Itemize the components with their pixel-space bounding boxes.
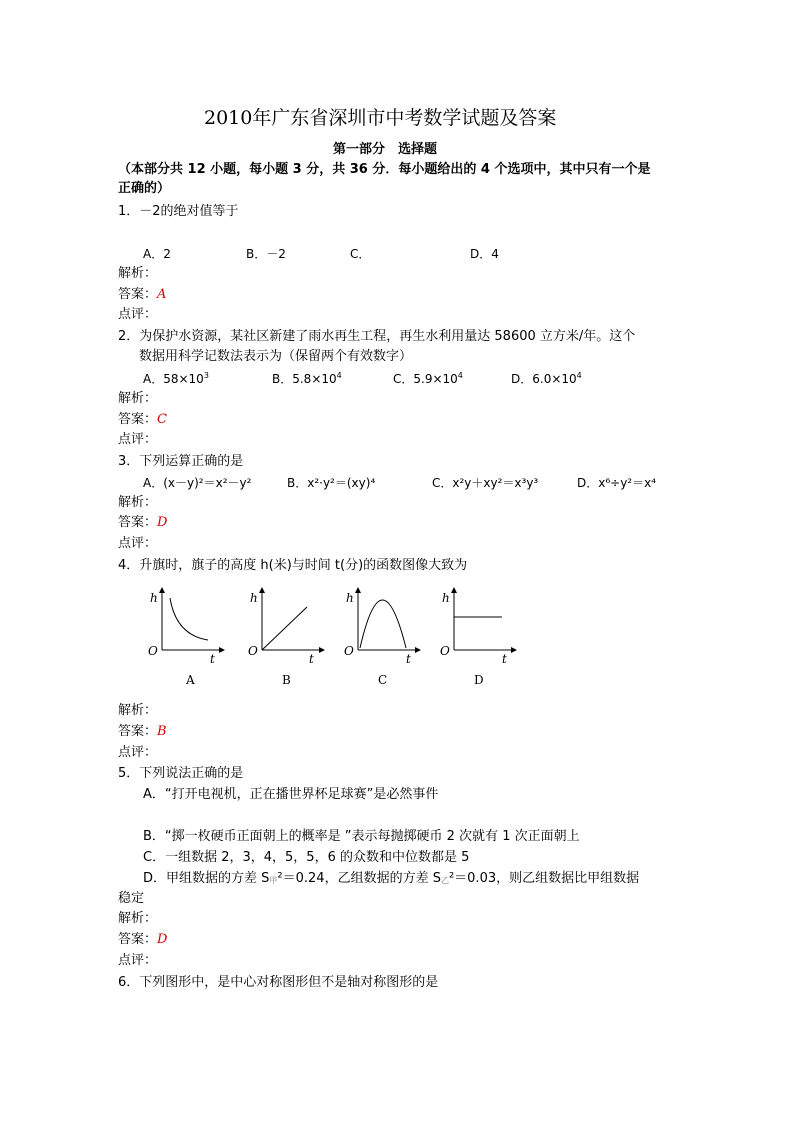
- q1-answer-row: [118, 287, 166, 303]
- graph-b-y-label: h: [250, 591, 258, 605]
- q2-answer-value: C: [157, 412, 167, 427]
- graph-b-origin: O: [248, 644, 258, 658]
- q1-stem: 1．－2的绝对值等于: [118, 204, 239, 219]
- q5-analysis-label: 解析：: [118, 911, 158, 926]
- q3-stem: 3．下列运算正确的是: [118, 454, 244, 469]
- q4-answer-row: [118, 724, 167, 740]
- q5-option-d: D．甲组数据的方差 $S_甲^2=0.24$，乙组数据的方差 $S_乙^2=0.03$，则乙组数据比甲组数据: [143, 871, 640, 886]
- q3-option-a: A．(x－y)²＝x²－y²: [143, 476, 252, 490]
- q1-option-d: D．4: [470, 247, 499, 261]
- q6-stem: 6．下列图形中，是中心对称图形但不是轴对称图形的是: [118, 975, 439, 990]
- graph-c-origin: O: [344, 644, 354, 658]
- graph-b: [248, 588, 324, 687]
- q3-analysis-label: 解析：: [118, 495, 158, 510]
- section-note-line1: （本部分共 12 小题，每小题 3 分，共 36 分．每小题给出的 4 个选项中，其中只有一个是: [118, 162, 651, 177]
- graph-c-x-label: t: [406, 652, 411, 666]
- q5-option-a: A．“打开电视机，正在播世界杯足球赛”是必然事件: [143, 787, 439, 802]
- q3-option-b: B．x²·y²＝(xy)⁴: [287, 476, 376, 490]
- graph-d-origin: O: [440, 644, 450, 658]
- q4-graphs: [140, 580, 540, 690]
- q3-answer-label: 答案：: [118, 515, 158, 530]
- q4-analysis-label: 解析：: [118, 703, 158, 718]
- q5-answer-value: D: [157, 932, 168, 947]
- graph-c-caption: C: [378, 673, 388, 687]
- q1-option-c: C．: [350, 247, 371, 261]
- section-note-line2: 正确的）: [118, 181, 171, 196]
- q2-analysis-label: 解析：: [118, 391, 158, 406]
- graph-a-caption: A: [186, 673, 195, 687]
- q3-option-c: C．x²y＋xy²＝x³y³: [432, 476, 539, 490]
- graph-c-curve: [360, 600, 406, 648]
- q1-answer-label: 答案：: [118, 287, 158, 302]
- q2-option-d: D．$6.0\times 10^4$: [511, 371, 582, 386]
- q2-stem-line1: 2．为保护水资源，某社区新建了雨水再生工程，再生水利用量达 58600 立方米/年。这个: [118, 329, 636, 344]
- graph-b-caption: B: [282, 673, 291, 687]
- graph-b-line: [262, 607, 307, 650]
- graph-d: [440, 588, 516, 687]
- q2-option-b: B．$5.8\times 10^4$: [272, 371, 342, 386]
- graph-a-origin: O: [148, 644, 158, 658]
- q5-option-b: B．“掷一枚硬币正面朝上的概率是 ”表示每抛掷硬币 2 次就有 1 次正面朝上: [143, 829, 580, 844]
- graph-d-y-label: h: [442, 591, 450, 605]
- q2-option-c: C．$5.9\times 10^4$: [393, 371, 463, 386]
- q1-answer-value: A: [157, 287, 167, 302]
- graph-a-y-label: h: [150, 591, 158, 605]
- q4-comment-label: 点评：: [118, 745, 158, 760]
- q5-stem: 5．下列说法正确的是: [118, 766, 244, 781]
- q2-answer-row: [118, 412, 167, 428]
- q2-comment-label: 点评：: [118, 432, 158, 447]
- q4-answer-label: 答案：: [118, 724, 158, 739]
- graph-c: [344, 588, 420, 687]
- graph-a-curve: [170, 598, 208, 640]
- q3-answer-value: D: [157, 515, 168, 530]
- q3-comment-label: 点评：: [118, 536, 158, 551]
- q4-answer-value: B: [157, 724, 167, 739]
- q2-option-a: A．$58\times 10^3$: [143, 371, 209, 386]
- q2-answer-label: 答案：: [118, 412, 158, 427]
- q1-comment-label: 点评：: [118, 307, 158, 322]
- q5-option-c: C．一组数据 2，3，4，5，5，6 的众数和中位数都是 5: [143, 850, 470, 865]
- graph-a-x-label: t: [210, 652, 215, 666]
- q3-answer-row: [118, 515, 167, 531]
- q4-stem: 4．升旗时，旗子的高度 h(米)与时间 t(分)的函数图像大致为: [118, 558, 468, 573]
- graph-c-y-label: h: [346, 591, 354, 605]
- q5-option-d-cont: 稳定: [118, 891, 145, 906]
- q2-stem-line2: 数据用科学记数法表示为（保留两个有效数字）: [139, 349, 413, 364]
- section-heading: 第一部分 选择题: [333, 142, 438, 157]
- graph-a: [148, 588, 224, 687]
- q1-analysis-label: 解析：: [118, 266, 158, 281]
- page-title: 2010年广东省深圳市中考数学试题及答案: [204, 107, 557, 129]
- q3-option-d: D．x⁶÷y²＝x⁴: [577, 476, 657, 490]
- q1-option-a: A．2: [143, 247, 171, 261]
- q5-comment-label: 点评：: [118, 953, 158, 968]
- graph-d-x-label: t: [502, 652, 507, 666]
- q5-answer-row: [118, 932, 167, 948]
- graph-b-x-label: t: [309, 652, 314, 666]
- q5-answer-label: 答案：: [118, 932, 158, 947]
- q1-option-b: B．－2: [246, 247, 286, 261]
- graph-d-caption: D: [474, 673, 484, 687]
